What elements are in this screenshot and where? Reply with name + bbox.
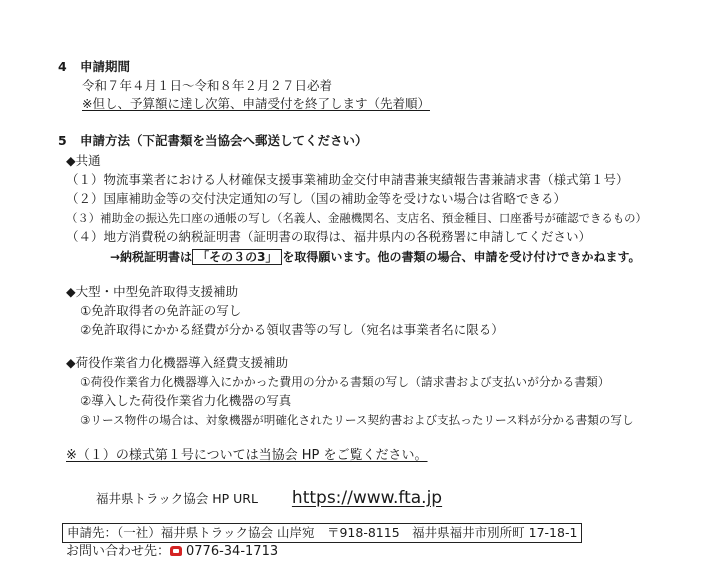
common-item-2: （２）国庫補助金等の交付決定通知の写し（国の補助金等を受けない場合は省略できる） (66, 191, 567, 206)
labor-item-3: ③リース物件の場合は、対象機器が明確化されたリース契約書および支払ったリース料が分かる書類の写し (80, 413, 634, 427)
license-heading: ◆大型・中型免許取得支援補助 (66, 284, 239, 299)
tax-note-suffix: を取得願います。他の書類の場合、申請を受け付けできかねます。 (282, 250, 641, 264)
labor-heading: ◆荷役作業省力化機器導入経費支援補助 (66, 355, 289, 370)
section-4-number: 4 (58, 59, 67, 74)
common-heading: ◆共通 (66, 153, 101, 168)
license-item-1: ①免許取得者の免許証の写し (80, 303, 242, 318)
tax-note-prefix: →納税証明書は (110, 250, 193, 264)
application-period: 令和７年４月１日～令和８年２月２７日必着 (82, 78, 333, 93)
phone-icon (170, 546, 182, 556)
phone-number: 0776-34-1713 (186, 544, 279, 559)
url-label: 福井県トラック協会 HP URL (96, 491, 258, 506)
section-4-title: 申請期間 (80, 59, 131, 74)
labor-item-1: ①荷役作業省力化機器導入にかかった費用の分かる書類の写し（請求書および支払いが分かる書類） (80, 375, 610, 389)
hp-note: ※（１）の様式第１号については当協会 HP をご覧ください。 (66, 448, 428, 463)
common-item-3: （３）補助金の振込先口座の通帳の写し（名義人、金融機関名、支店名、預金種目、口座番号が確認できるもの） (66, 211, 647, 225)
application-address: 申請先：（一社）福井県トラック協会 山岸宛 〒918-8115 福井県福井市別所町 17-18-1 (62, 523, 582, 543)
section-5-number: 5 (58, 133, 67, 148)
license-item-2: ②免許取得にかかる経費が分かる領収書等の写し（宛名は事業者名に限る） (80, 322, 504, 337)
labor-item-2: ②導入した荷役作業省力化機器の写真 (80, 393, 292, 408)
association-website-link[interactable]: https://www.fta.jp (291, 488, 443, 508)
section-4-heading (58, 59, 130, 75)
section-5-heading (58, 133, 368, 149)
tax-certificate-note (110, 249, 641, 265)
tax-certificate-type-box: 「その３の3」 (192, 249, 282, 265)
url-row (96, 490, 442, 507)
section-5-title: 申請方法（下記書類を当協会へ郵送してください） (80, 133, 368, 148)
period-note: ※但し、予算額に達し次第、申請受付を終了します（先着順） (82, 96, 430, 111)
contact-row (66, 544, 278, 560)
common-item-4: （４）地方消費税の納税証明書（証明書の取得は、福井県内の各税務署に申請してください） (66, 229, 592, 244)
common-item-1: （１）物流事業者における人材確保支援事業補助金交付申請書兼実績報告書兼請求書（様式第１号） (66, 172, 629, 187)
contact-label: お問い合わせ先： (66, 544, 171, 559)
